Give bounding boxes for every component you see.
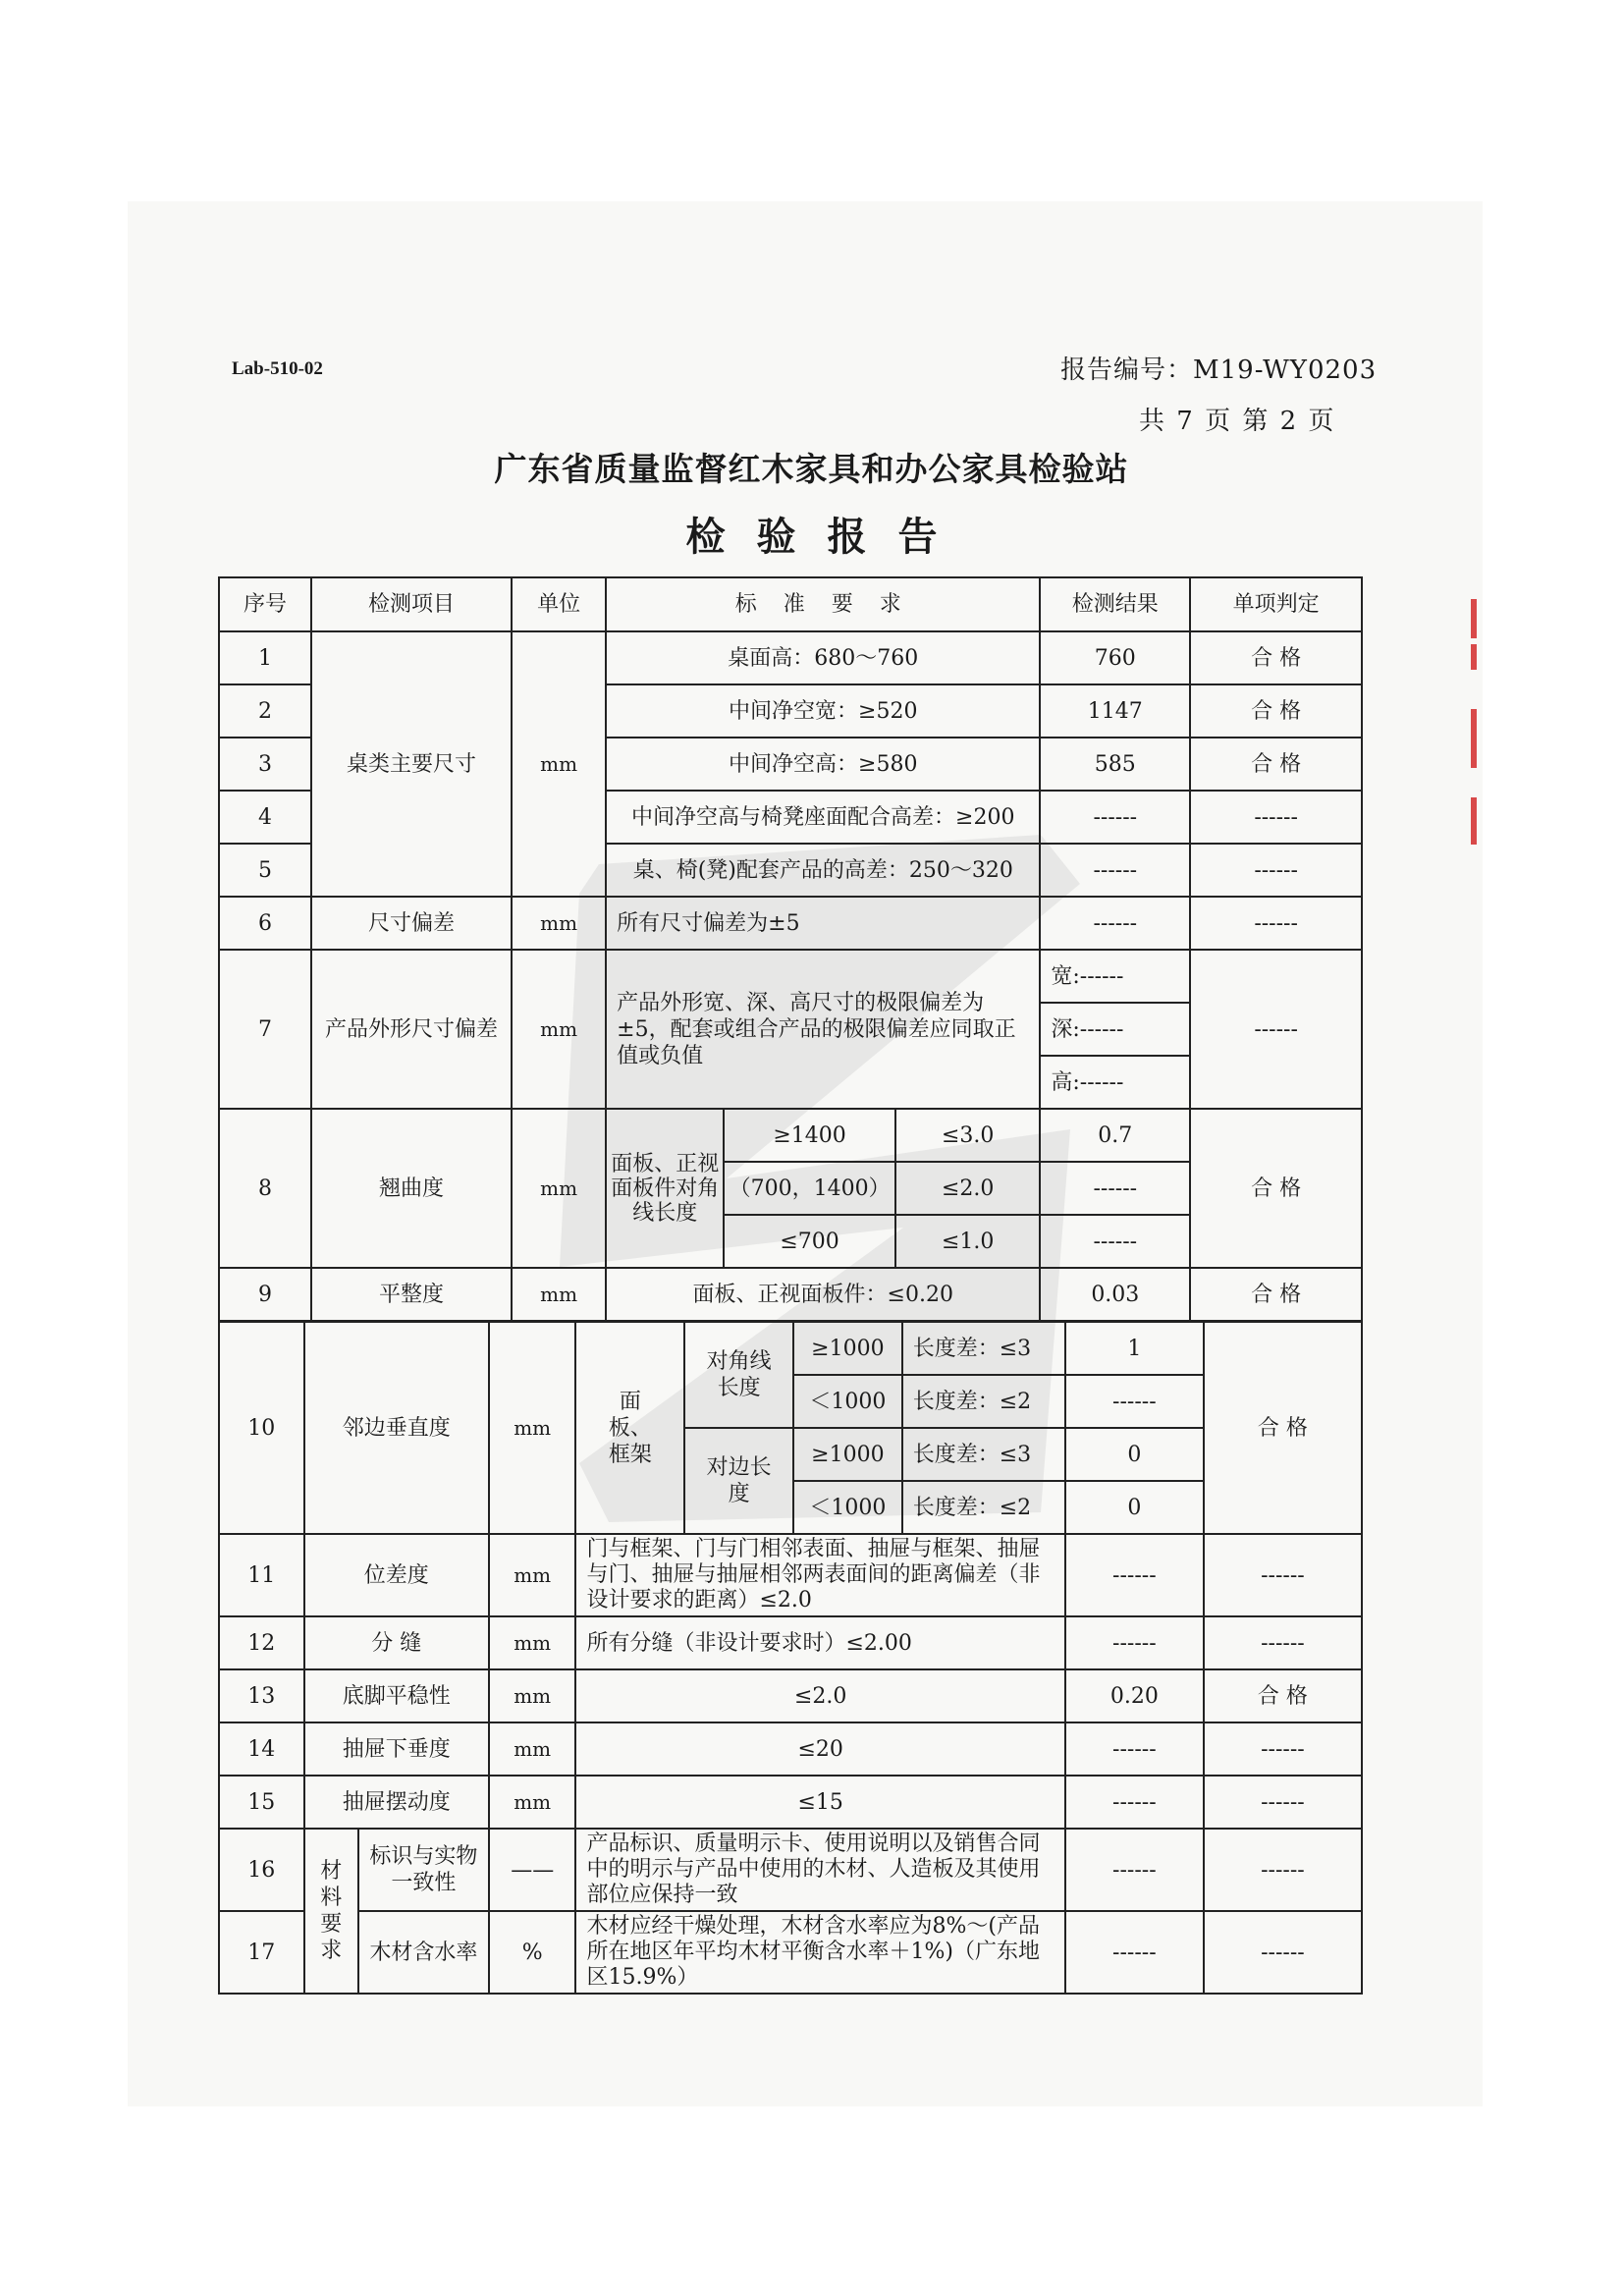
row-result: 1 — [1065, 1322, 1204, 1375]
row-standard: 产品标识、质量明示卡、使用说明以及销售合同中的明示与产品中使用的木材、人造板及其使用部位应保持一致 — [575, 1829, 1064, 1911]
row-standard: 门与框架、门与门相邻表面、抽屉与框架、抽屉与门、抽屉与抽屉相邻两表面间的距离偏差（非设计要求的距离）≤2.0 — [575, 1534, 1064, 1616]
length-diff-limit: 长度差：≤3 — [902, 1322, 1065, 1375]
row-item: 抽屉摆动度 — [304, 1776, 489, 1829]
table-row — [219, 631, 1362, 684]
row-result: ------ — [1040, 791, 1190, 844]
row-seq: 6 — [219, 897, 311, 950]
material-group: 材料要求 — [304, 1829, 358, 1994]
row-unit: mm — [489, 1616, 576, 1669]
row-result: ------ — [1065, 1776, 1204, 1829]
row-seq: 11 — [219, 1534, 304, 1616]
header-unit: 单位 — [512, 577, 606, 631]
row-result: 585 — [1040, 738, 1190, 791]
table-row — [219, 1669, 1362, 1722]
header-item: 检测项目 — [311, 577, 512, 631]
row-result: ------ — [1065, 1722, 1204, 1776]
row-item: 抽屉下垂度 — [304, 1722, 489, 1776]
length-condition: ≥1000 — [793, 1428, 902, 1481]
result-width: 宽:------ — [1040, 950, 1190, 1003]
warp-length: ≤700 — [724, 1215, 895, 1268]
row-seq: 1 — [219, 631, 311, 684]
row-verdict: 合 格 — [1190, 1109, 1362, 1268]
result-depth: 深:------ — [1040, 1003, 1190, 1056]
row-standard: 中间净空高：≥580 — [606, 738, 1040, 791]
row-result: ------ — [1040, 1162, 1190, 1215]
row-verdict: ------ — [1190, 844, 1362, 897]
row-item: 产品外形尺寸偏差 — [311, 950, 512, 1109]
row-unit: —— — [489, 1829, 576, 1911]
length-diff-limit: 长度差：≤2 — [902, 1481, 1065, 1534]
warp-limit: ≤2.0 — [895, 1162, 1040, 1215]
row-standard: ≤15 — [575, 1776, 1064, 1829]
row-result: ------ — [1040, 1215, 1190, 1268]
red-seal-edge — [1471, 599, 1485, 850]
length-condition: ＜1000 — [793, 1375, 902, 1428]
row-seq: 7 — [219, 950, 311, 1109]
row-standard: 木材应经干燥处理，木材含水率应为8%～(产品所在地区年平均木材平衡含水率＋1%)（广东地区15.9%） — [575, 1911, 1064, 1994]
row-result: ------ — [1065, 1616, 1204, 1669]
row-result: ------ — [1065, 1911, 1204, 1994]
row-verdict: 合 格 — [1204, 1322, 1362, 1534]
row-seq: 5 — [219, 844, 311, 897]
row-item: 木材含水率 — [358, 1911, 489, 1994]
desk-size-group: 桌类主要尺寸 — [311, 631, 512, 897]
row-item: 分 缝 — [304, 1616, 489, 1669]
row-seq: 8 — [219, 1109, 311, 1268]
table-row — [219, 1776, 1362, 1829]
row-verdict: ------ — [1204, 1534, 1362, 1616]
row-verdict: 合 格 — [1190, 1268, 1362, 1321]
row-standard: ≤2.0 — [575, 1669, 1064, 1722]
table-row — [219, 1829, 1362, 1911]
header-seq: 序号 — [219, 577, 311, 631]
row-item: 尺寸偏差 — [311, 897, 512, 950]
inspection-table — [218, 576, 1363, 1322]
row-result: ------ — [1065, 1534, 1204, 1616]
table-header-row — [219, 577, 1362, 631]
row-result: ------ — [1065, 1375, 1204, 1428]
table-row — [219, 1268, 1362, 1321]
table-row — [219, 950, 1362, 1003]
row-standard: 中间净空高与椅凳座面配合高差：≥200 — [606, 791, 1040, 844]
row-result: ------ — [1040, 897, 1190, 950]
row-result: 760 — [1040, 631, 1190, 684]
row-unit: mm — [489, 1776, 576, 1829]
row-seq: 17 — [219, 1911, 304, 1994]
length-condition: ＜1000 — [793, 1481, 902, 1534]
square-sub-label: 面板、框架 — [575, 1322, 684, 1534]
row-verdict: ------ — [1204, 1829, 1362, 1911]
row-unit: mm — [512, 1109, 606, 1268]
warp-length: （700，1400） — [724, 1162, 895, 1215]
row-result: ------ — [1065, 1829, 1204, 1911]
page-count: 共 7 页 第 2 页 — [1139, 407, 1336, 436]
length-condition: ≥1000 — [793, 1322, 902, 1375]
row-seq: 4 — [219, 791, 311, 844]
row-unit: mm — [489, 1534, 576, 1616]
row-result: 0 — [1065, 1428, 1204, 1481]
row-unit: mm — [512, 950, 606, 1109]
organization-title: 广东省质量监督红木家具和办公家具检验站 — [494, 450, 1129, 488]
row-seq: 15 — [219, 1776, 304, 1829]
row-verdict: ------ — [1204, 1722, 1362, 1776]
report-number: 报告编号：M19-WY0203 — [1060, 355, 1378, 385]
row-seq: 10 — [219, 1322, 304, 1534]
table-row — [219, 1534, 1362, 1616]
row-verdict: ------ — [1204, 1616, 1362, 1669]
row-verdict: 合 格 — [1190, 738, 1362, 791]
row-item: 翘曲度 — [311, 1109, 512, 1268]
row-verdict: ------ — [1204, 1911, 1362, 1994]
header-standard: 标 准 要 求 — [606, 577, 1040, 631]
row-unit: mm — [489, 1669, 576, 1722]
length-diff-limit: 长度差：≤2 — [902, 1375, 1065, 1428]
row-item: 邻边垂直度 — [304, 1322, 489, 1534]
row-verdict: 合 格 — [1190, 684, 1362, 738]
row-seq: 16 — [219, 1829, 304, 1911]
row-unit: mm — [512, 1268, 606, 1321]
length-diff-limit: 长度差：≤3 — [902, 1428, 1065, 1481]
row-result: 0.03 — [1040, 1268, 1190, 1321]
table-row — [219, 897, 1362, 950]
row-unit: mm — [489, 1722, 576, 1776]
lab-code: Lab-510-02 — [232, 358, 323, 379]
result-height: 高:------ — [1040, 1056, 1190, 1109]
row-item: 底脚平稳性 — [304, 1669, 489, 1722]
document-title: 检验报告 — [685, 515, 969, 560]
row-verdict: ------ — [1204, 1776, 1362, 1829]
row-standard: ≤20 — [575, 1722, 1064, 1776]
row-verdict: ------ — [1190, 791, 1362, 844]
row-verdict: 合 格 — [1190, 631, 1362, 684]
row-seq: 2 — [219, 684, 311, 738]
row-seq: 13 — [219, 1669, 304, 1722]
row-seq: 14 — [219, 1722, 304, 1776]
row-verdict: ------ — [1190, 950, 1362, 1109]
row-seq: 3 — [219, 738, 311, 791]
inspection-table-lower — [218, 1321, 1363, 1995]
row-standard: 面板、正视面板件：≤0.20 — [606, 1268, 1040, 1321]
row-verdict: 合 格 — [1204, 1669, 1362, 1722]
table-row — [219, 1722, 1362, 1776]
row-standard: 产品外形宽、深、高尺寸的极限偏差为±5，配套或组合产品的极限偏差应同取正值或负值 — [606, 950, 1040, 1109]
row-result: 0 — [1065, 1481, 1204, 1534]
row-item: 位差度 — [304, 1534, 489, 1616]
side-length-label: 对边长度 — [684, 1428, 793, 1534]
row-standard: 桌面高：680～760 — [606, 631, 1040, 684]
row-unit: mm — [489, 1322, 576, 1534]
table-row — [219, 1109, 1362, 1162]
row-unit: mm — [512, 631, 606, 897]
row-item: 标识与实物一致性 — [358, 1829, 489, 1911]
row-standard: 所有分缝（非设计要求时）≤2.00 — [575, 1616, 1064, 1669]
row-seq: 12 — [219, 1616, 304, 1669]
row-unit: % — [489, 1911, 576, 1994]
table-row — [219, 1911, 1362, 1994]
row-result: 1147 — [1040, 684, 1190, 738]
warp-limit: ≤3.0 — [895, 1109, 1040, 1162]
warp-length: ≥1400 — [724, 1109, 895, 1162]
row-standard: 桌、椅(凳)配套产品的高差：250～320 — [606, 844, 1040, 897]
row-verdict: ------ — [1190, 897, 1362, 950]
row-result: 0.7 — [1040, 1109, 1190, 1162]
row-standard: 所有尺寸偏差为±5 — [606, 897, 1040, 950]
row-standard: 中间净空宽：≥520 — [606, 684, 1040, 738]
row-seq: 9 — [219, 1268, 311, 1321]
warp-sub-label: 面板、正视面板件对角线长度 — [606, 1109, 724, 1268]
row-result: ------ — [1040, 844, 1190, 897]
row-result: 0.20 — [1065, 1669, 1204, 1722]
table-row — [219, 1616, 1362, 1669]
row-unit: mm — [512, 897, 606, 950]
header-verdict: 单项判定 — [1190, 577, 1362, 631]
header-result: 检测结果 — [1040, 577, 1190, 631]
diagonal-length-label: 对角线长度 — [684, 1322, 793, 1428]
table-row — [219, 1322, 1362, 1375]
row-item: 平整度 — [311, 1268, 512, 1321]
warp-limit: ≤1.0 — [895, 1215, 1040, 1268]
